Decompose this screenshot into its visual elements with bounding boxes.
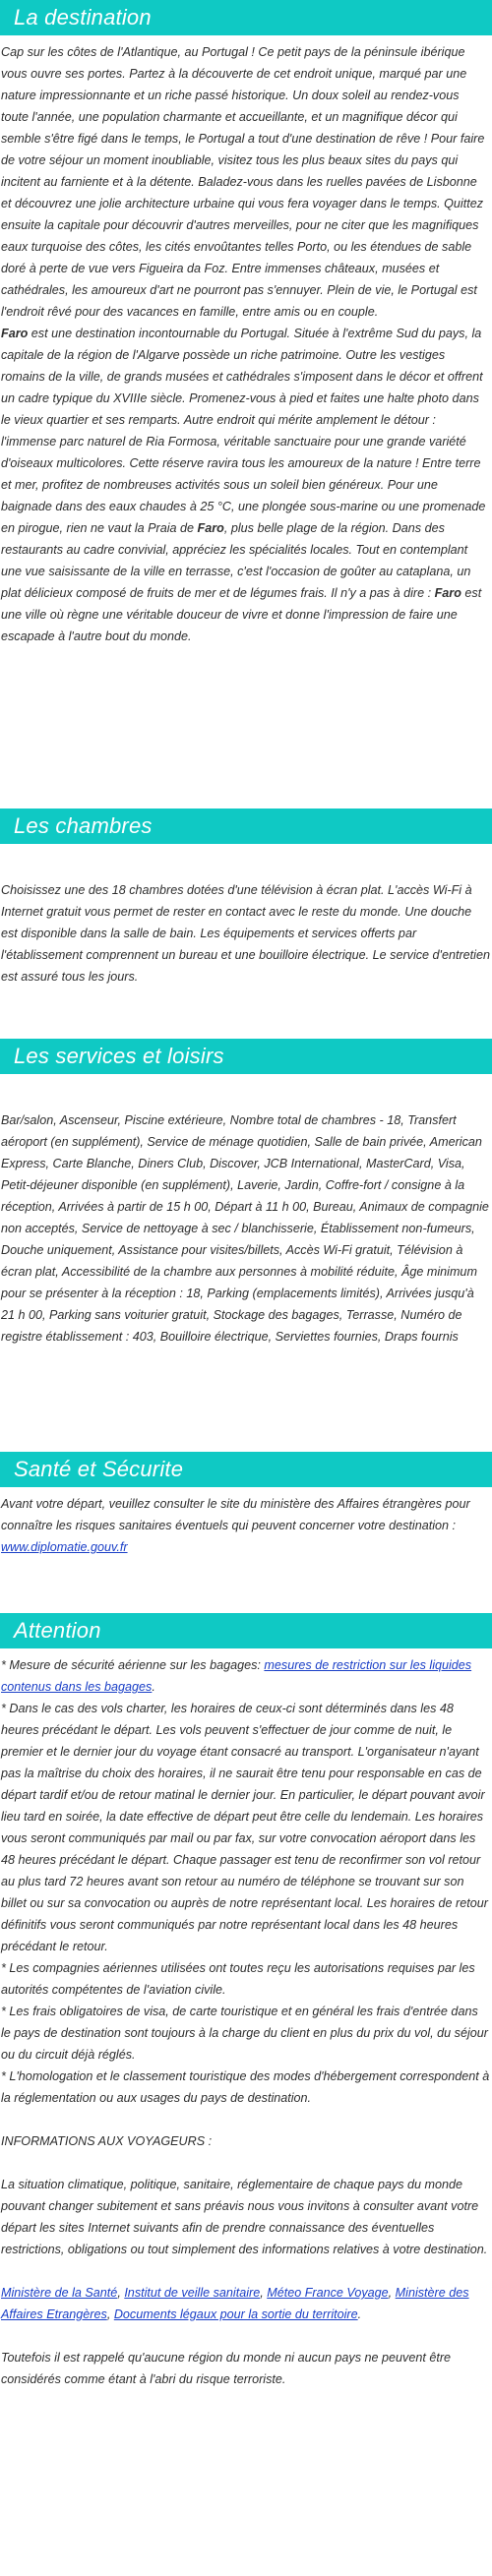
final-note: Toutefois il est rappelé qu'aucune région du monde ni aucun pays ne peuvent être considérés comme étant à l'abri du risque terroriste.: [1, 2351, 452, 2386]
section-attention: [0, 1613, 492, 2390]
section-title: Attention: [14, 1618, 101, 1643]
attention-bullet: * Les frais obligatoires de visa, de carte touristique et en général les frais d'entrée dans le pays de destination sont toujours à la charge du client en plus du prix du vol, du séjour ou du circuit déjà réglés.: [1, 2005, 488, 2062]
section-chambres: [0, 809, 492, 988]
destination-paragraph-2: [1, 323, 490, 647]
attention-bullet: * Dans le cas des vols charter, les horaires de ceux-ci sont déterminés dans les 48 heures précédant le départ. Les vols peuvent s'effectuer de jour comme de nuit, le premier et le dernier jour du voyage étant consacré au transport. L'organisateur n'ayant pas la maîtrise du choix des horaires, il ne saurait être tenu pour responsable en cas de départ tardif et/ou de retour matinal le dernier jour. En particulier, le départ pouvant avoir lieu tard en soirée, la date effective de départ peut être celle du lendemain. Les horaires vous seront communiqués par mail ou par fax, sur votre convocation aéroport dans les 48 heures précédant le départ. Chaque passager est tenu de reconfirmer son vol retour au plus tard 72 heures avant son retour au numéro de téléphone se trouvant sur son billet ou sur sa convocation ou auprès de notre représentant local. Les horaires de retour définitifs vous seront communiqués par notre représentant local dans les 48 heures précédant le retour.: [1, 1702, 488, 1953]
spacer: [1, 2109, 490, 2130]
faro-bold: Faro: [434, 586, 461, 600]
link-meteo-france-voyage[interactable]: Méteo France Voyage: [267, 2286, 389, 2300]
section-destination: [0, 0, 492, 647]
text-span: * Mesure de sécurité aérienne sur les bagages:: [1, 1658, 265, 1672]
info-text: La situation climatique, politique, sanitaire, réglementaire de chaque pays du monde pouvant changer subitement et sans préavis nous vous invitons à consulter avant votre départ les sites Internet suivants afin de prendre connaissance des éventuelles restrictions, obligations ou tout simplement des informations relatives à votre destination.: [1, 2178, 488, 2256]
sante-text: [1, 1493, 490, 1558]
link-institut-veille-sanitaire[interactable]: Institut de veille sanitaire: [124, 2286, 261, 2300]
section-body: [0, 1080, 492, 1348]
faro-bold: Faro: [197, 521, 224, 535]
section-title: La destination: [14, 5, 152, 30]
text-span: , plus belle plage de la région. Dans des restaurants au cadre convivial, appréciez les spécialités locales. Tout en contemplant une vue saisissante de la ville en terrasse, c'est l'occasion de goûter au cataplana, un plat délicieux composé de fruits de mer et de légumes frais. Il n'y a pas à dire :: [1, 521, 471, 600]
attention-bullet: * Les compagnies aériennes utilisées ont toutes reçu les autorisations requises par les autorités compétentes de l'aviation civile.: [1, 1961, 475, 1997]
section-header: [0, 809, 492, 844]
section-header: [0, 1613, 492, 1648]
section-body: [0, 1654, 492, 2390]
link-documents-legaux[interactable]: Documents légaux pour la sortie du territoire: [113, 2307, 358, 2321]
attention-bullet: * L'homologation et le classement touristique des modes d'hébergement correspondent à la réglementation ou aux usages du pays de destination.: [1, 2069, 490, 2105]
spacer: [1, 2152, 490, 2174]
section-header: [0, 1452, 492, 1487]
faro-bold: Faro: [1, 327, 29, 340]
section-body: [0, 1493, 492, 1558]
section-sante: [0, 1452, 492, 1558]
text-span: est une ville où règne une véritable douceur de vivre et donne l'impression de faire une escapade à l'autre bout du monde.: [1, 586, 482, 643]
chambres-text: Choisissez une des 18 chambres dotées d'une télévision à écran plat. L'accès Wi-Fi à Internet gratuit vous permet de rester en contact avec le reste du monde. Une douche est disponible dans la salle de bain. Les équipements et services offerts par l'établissement comprennent un bureau et une bouilloire électrique. Le service d'entretien est assuré tous les jours.: [1, 883, 490, 984]
section-header: [0, 1039, 492, 1074]
attention-bullet: [1, 1654, 490, 1698]
info-title: INFORMATIONS AUX VOYAGEURS :: [1, 2134, 213, 2148]
spacer: [1, 2325, 490, 2347]
text-span: .: [152, 1680, 155, 1694]
link-ministere-sante[interactable]: Ministère de la Santé: [1, 2286, 118, 2300]
section-header: [0, 0, 492, 35]
section-title: Les chambres: [14, 813, 153, 838]
diplomatie-link[interactable]: www.diplomatie.gouv.fr: [1, 1540, 128, 1554]
text-span: est une destination incontournable du Portugal. Située à l'extrême Sud du pays, la capitale de la région de l'Algarve possède un riche patrimoine. Outre les vestiges romains de la ville, de grands musées et cathédrales s'imposent dans le décor et offrent un cadre typique du XVIIIe siècle. Promenez-vous à pied et faites une halte photo dans le vieux quartier et ses remparts. Autre endroit qui mérite amplement le détour : l'immense parc naturel de Ria Formosa, véritable sanctuaire pour une grande variété d'oiseaux multicolores. Cette réserve ravira tous les amoureux de la nature ! Entre terre et mer, profitez de nombreuses activités sous un soleil bien généreux. Pour une baignade dans des eaux chaudes à 25 °C, une plongée sous-marine ou une promenade en pirogue, rien ne vaut la Praia de: [1, 327, 486, 535]
section-title: Santé et Sécurite: [14, 1457, 184, 1481]
text-span: Avant votre départ, veuillez consulter le site du ministère des Affaires étrangères pour connaître les risques sanitaires éventuels qui peuvent concerner votre destination :: [1, 1497, 470, 1532]
section-services: [0, 1039, 492, 1348]
section-body: [0, 41, 492, 647]
services-text: Bar/salon, Ascenseur, Piscine extérieure, Nombre total de chambres - 18, Transfert aéroport (en supplément), Service de ménage quotidien, Salle de bain privée, American Express, Carte Blanche, Diners Club, Discover, JCB International, MasterCard, Visa, Petit-déjeuner disponible (en supplément), Laverie, Jardin, Coffre-fort / consigne à la réception, Arrivées à partir de 15 h 00, Départ à 11 h 00, Bureau, Animaux de compagnie non acceptés, Service de nettoyage à sec / blanchisserie, Établissement non-fumeurs, Douche uniquement, Assistance pour visites/billets, Accès Wi-Fi gratuit, Télévision à écran plat, Accessibilité de la chambre aux personnes à mobilité réduite, Âge minimum pour se présenter à la réception : 18, Parking (emplacements limités), Arrivées jusqu'à 21 h 00, Parking sans voiturier gratuit, Stockage des bagages, Terrasse, Numéro de registre établissement : 403, Bouilloire électrique, Serviettes fournies, Draps fournis: [1, 1113, 489, 1344]
section-body: [0, 850, 492, 988]
spacer: [1, 2260, 490, 2282]
destination-paragraph-1: Cap sur les côtes de l'Atlantique, au Portugal ! Ce petit pays de la péninsule ibérique vous ouvre ses portes. Partez à la découverte de cet endroit unique, marqué par une nature impressionnante et un riche passé historique. Un doux soleil au rendez-vous toute l'année, une population charmante et accueillante, et un magnifique décor qui semble s'être figé dans le temps, le Portugal a tout d'une destination de rêve ! Pour faire de votre séjour un moment inoubliable, visitez tous les plus beaux sites du pays qui incitent au farniente et à la détente. Baladez-vous dans les ruelles pavées de Lisbonne et découvrez une jolie architecture urbaine qui vous fera voyager dans le temps. Quittez ensuite la capitale pour découvrir d'autres merveilles, pour ne citer que les magnifiques eaux turquoise des côtes, les cités envoûtantes telles Porto, ou les étendues de sable doré à perte de vue vers Figueira da Foz. Entre immenses châteaux, musées et cathédrales, les amoureux d'art ne pourront pas s'ennuyer. Plein de vie, le Portugal est l'endroit rêvé pour des vacances en famille, entre amis ou en couple.: [1, 45, 485, 319]
info-links: Ministère de la Santé, Institut de veille sanitaire, Méteo France Voyage, Ministère des Affaires Etrangères, Documents légaux pour la sortie du territoire.: [1, 2286, 469, 2321]
link-ministere-affaires-etrangeres[interactable]: Ministère des Affaires Etrangères: [1, 2286, 469, 2321]
section-title: Les services et loisirs: [14, 1044, 224, 1068]
liquids-restriction-link[interactable]: mesures de restriction sur les liquides contenus dans les bagages: [1, 1658, 472, 1694]
